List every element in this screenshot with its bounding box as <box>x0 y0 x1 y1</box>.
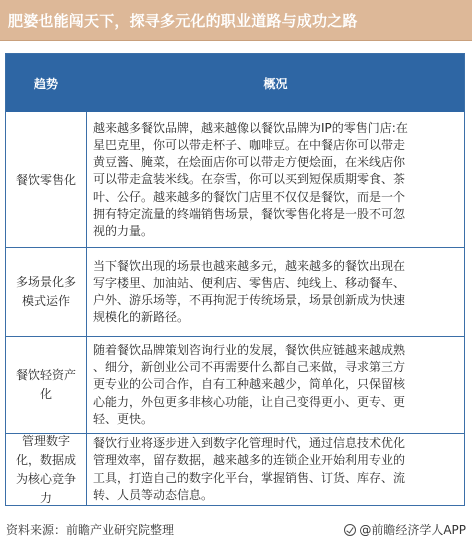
overview-cell <box>93 113 459 247</box>
page-title: 肥婆也能闯天下，探寻多元化的职业道路与成功之路 <box>8 12 358 30</box>
trend-cell: 管理数字化，数据成为核心竞争力 <box>15 433 76 505</box>
overview-line: 视的力量。 <box>93 224 154 238</box>
overview-line: 随着餐饮品牌策划咨询行业的发展，餐饮供应链越来越成熟 <box>93 342 406 357</box>
overview-line: 工具，打造自己的数字化平台，掌握销售、订货、库存、流 <box>93 470 406 485</box>
overview-line: 星巴克里，你可以带走杯子、咖啡豆。在中餐店你可以带走 <box>93 137 406 152</box>
overview-line: 管理效率，留存数据，越来越多的连锁企业开始利用专业的 <box>93 453 406 468</box>
trend-table <box>5 53 465 506</box>
overview-line: 转、人员等动态信息。 <box>93 487 214 502</box>
qianzhan-logo-icon <box>344 524 356 536</box>
overview-line: 轻、更快。 <box>93 411 154 426</box>
brand-text: @前瞻经济学人APP <box>359 523 466 537</box>
trend-cell: 多场景化多模式运作 <box>15 275 76 308</box>
overview-cell <box>93 434 459 505</box>
overview-line: 规模化的新路径。 <box>93 310 190 325</box>
table-row <box>6 113 464 247</box>
overview-cell <box>93 337 459 433</box>
trend-cell: 餐饮轻资产化 <box>15 368 76 401</box>
overview-line: 叶、公仔。越来越多的餐饮门店里不仅仅是餐饮，而是一个 <box>93 189 406 204</box>
title-bar <box>0 0 472 41</box>
overview-line: 黄豆酱、腌菜，在烩面店你可以带走方便烩面，在米线店你 <box>93 155 406 170</box>
overview-line: 可以带走盒装米线。在奈雪，你可以买到短保质期零食、茶 <box>93 172 406 187</box>
overview-line: 、细分，新创业公司不再需要什么都自己来做，寻求第三方 <box>93 360 406 375</box>
overview-line: 拥有特定流量的终端销售场景，餐饮零售化将是一股不可忽 <box>93 206 406 221</box>
header-trend: 趋势 <box>33 76 58 91</box>
overview-line: 心能力，外包更多非核心功能，让自己变得更小、更专、更 <box>93 394 406 409</box>
table-row <box>6 434 464 505</box>
overview-cell <box>93 248 459 336</box>
overview-line: 更专业的公司合作，自有工种越来越少，简单化，只保留核 <box>93 377 406 392</box>
overview-line: 餐饮行业将逐步进入到数字化管理时代，通过信息技术优化 <box>93 436 406 451</box>
column-divider <box>86 112 87 505</box>
table-row <box>6 337 464 433</box>
overview-line: 越来越多餐饮品牌，越来越像以餐饮品牌为IP的零售门店:在 <box>93 120 408 135</box>
source-note: 资料来源：前瞻产业研究院整理 <box>6 523 175 537</box>
table-header <box>6 54 464 112</box>
overview-line: 写字楼里、加油站、便利店、零售店、纯线上、移动餐车、 <box>93 275 406 290</box>
brand-credit <box>344 521 466 538</box>
overview-line: 当下餐饮出现的场景也越来越多元，越来越多的餐饮出现在 <box>93 258 406 273</box>
trend-cell: 餐饮零售化 <box>15 172 76 187</box>
table-row <box>6 248 464 336</box>
overview-line: 户外、游乐场等，不再拘泥于传统场景，场景创新成为快速 <box>93 293 406 307</box>
header-overview: 概况 <box>263 76 288 91</box>
